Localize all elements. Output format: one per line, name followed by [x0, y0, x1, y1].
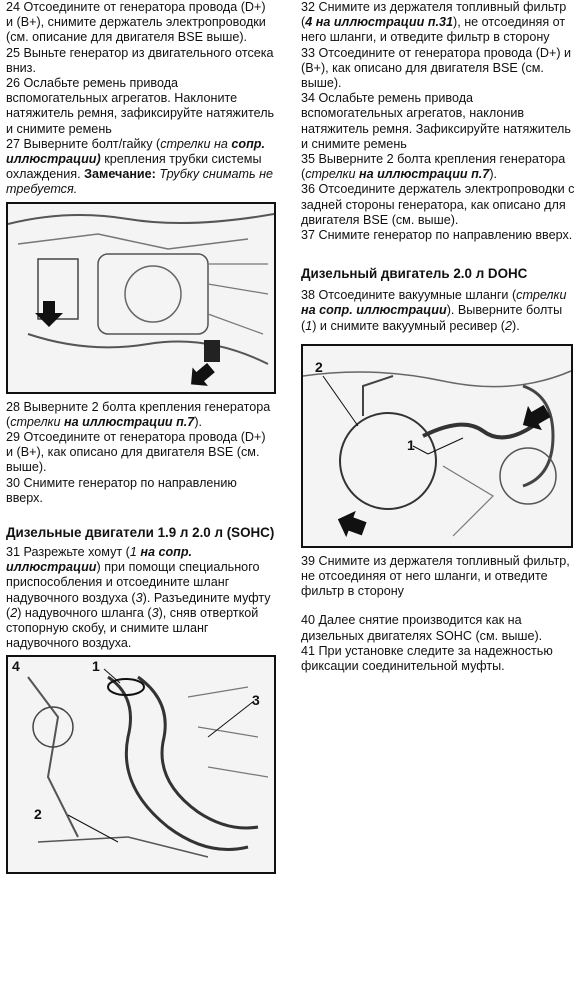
figure-vacuum-reservoir [301, 344, 573, 548]
step-38: 38 Отсоедините вакуумные шланги (стрелки на сопр. иллюстрации). Выверните болты (1) и снимите вакуумный ресивер (2). [301, 288, 567, 333]
figure-alternator-bolts [6, 202, 276, 394]
step-27: 27 Выверните болт/гайку (стрелки на сопр. иллюстрации) крепления трубки системы охлаждения. Замечание: Трубку снимать не требуется. [6, 136, 274, 197]
step-30: 30 Снимите генератор по направлению вверх. [6, 475, 237, 505]
step-28: 28 Выверните 2 болта крепления генератора (стрелки на иллюстрации п.7). [6, 399, 271, 429]
figure-1-drawing [8, 204, 274, 392]
step-31: 31 Разрежьте хомут (1 на сопр. иллюстрации) при помощи специального приспособления и отсоедините шланг надувочного воздуха (3). Разъедините муфту (2) надувочного шланга (3), сняв отверткой стопорную скобу, и снимите шланг надувочного воздуха. [6, 545, 271, 651]
callout-2: 2 [315, 358, 323, 375]
step-34: 34 Ослабьте ремень привода вспомогательных агрегатов, наклонив натяжитель ремня. Зафиксируйте натяжитель и снимите ремень [301, 91, 571, 151]
callout-2: 2 [34, 806, 42, 823]
step-25: 25 Выньте генератор из двигательного отсека вниз. [6, 45, 274, 75]
step-35: 35 Выверните 2 болта крепления генератора (стрелки на иллюстрации п.7). [301, 152, 566, 182]
left-column [6, 0, 276, 880]
heading-sohc: Дизельные двигатели 1.9 л 2.0 л (SOHC) [6, 525, 275, 541]
callout-4: 4 [12, 658, 20, 675]
callout-1: 1 [92, 658, 100, 675]
step-36: 36 Отсоедините держатель электропроводки с задней стороны генератора, как описано для двигателя BSE (см. выше). [301, 182, 575, 227]
callout-1: 1 [407, 436, 415, 453]
step-41: 41 При установке следите за надежностью фиксации соединительной муфты. [301, 643, 553, 674]
right-column [301, 0, 578, 674]
step-24: 24 Отсоедините от генератора провода (D+) и (B+), снимите держатель электропроводки (см. описание для двигателя BSE выше). [6, 0, 266, 45]
step-37: 37 Снимите генератор по направлению вверх. [301, 228, 573, 243]
step-40: 40 Далее снятие производится как на дизельных двигателях SOHC (см. выше). [301, 613, 543, 643]
step-39: 39 Снимите из держателя топливный фильтр, не отсоединяя от него шланги, и отведите фильтр в сторону [301, 553, 570, 599]
figure-3-drawing [303, 346, 571, 546]
step-33: 33 Отсоедините от генератора провода (D+) и (B+), как описано для двигателя BSE (см. выше). [301, 45, 572, 91]
heading-dohc: Дизельный двигатель 2.0 л DOHC [301, 266, 528, 282]
figure-intake-hose [6, 655, 276, 874]
figure-2-drawing [8, 657, 274, 872]
callout-3: 3 [252, 692, 260, 709]
step-32: 32 Снимите из держателя топливный фильтр (4 на иллюстрации п.31), не отсоединяя от него шланги, и отведите фильтр в сторону [301, 0, 567, 45]
step-26: 26 Ослабьте ремень привода вспомогательных агрегатов. Наклоните натяжитель ремня, зафиксируйте натяжитель и снимите ремень [6, 76, 275, 136]
step-29: 29 Отсоедините от генератора провода (D+) и (B+), как описано для двигателя BSE (см. выше). [6, 430, 266, 475]
